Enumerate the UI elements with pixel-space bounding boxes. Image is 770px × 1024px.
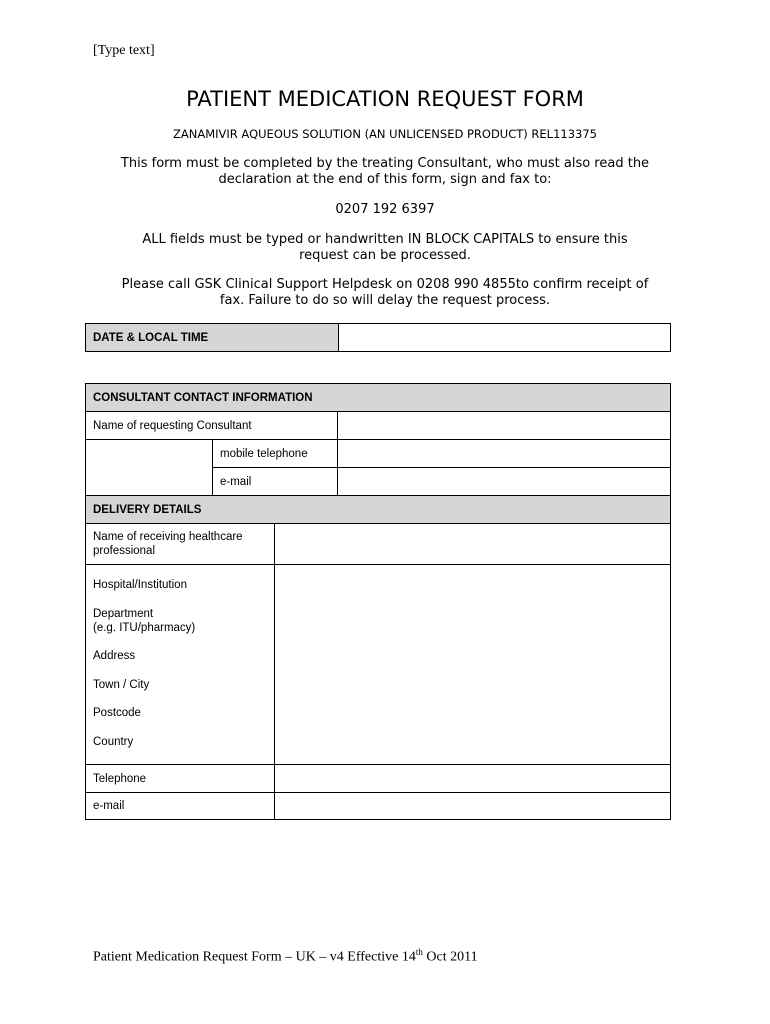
footer-text-end: Oct 2011 — [422, 949, 478, 965]
instructions-paragraph-3 — [90, 277, 680, 309]
receiving-professional-label: Name of receiving healthcare professional — [86, 524, 275, 565]
instructions-line: Please call GSK Clinical Support Helpdesk on 0208 990 4855to confirm receipt of — [121, 277, 649, 292]
fax-number: 0207 192 6397 — [335, 202, 435, 217]
postcode-label: Postcode — [93, 707, 141, 719]
town-city-label: Town / City — [93, 679, 150, 691]
consultant-email-label: e-mail — [213, 468, 338, 496]
delivery-telephone-input[interactable] — [275, 765, 671, 793]
delivery-email-label: e-mail — [86, 793, 275, 820]
consultant-blank-cell — [86, 440, 213, 496]
consultant-name-label: Name of requesting Consultant — [86, 412, 338, 440]
receiving-professional-input[interactable] — [275, 524, 671, 565]
header-placeholder: [Type text] — [93, 43, 155, 58]
page-title: PATIENT MEDICATION REQUEST FORM — [186, 87, 584, 111]
department-label: Department — [93, 608, 154, 620]
mobile-telephone-label: mobile telephone — [213, 440, 338, 468]
delivery-telephone-label: Telephone — [86, 765, 275, 793]
consultant-section-header: CONSULTANT CONTACT INFORMATION — [86, 384, 671, 412]
instructions-line: declaration at the end of this form, sign and fax to: — [218, 172, 552, 187]
consultant-name-input[interactable] — [338, 412, 671, 440]
details-table — [85, 383, 671, 820]
mobile-telephone-input[interactable] — [338, 440, 671, 468]
address-labels-cell — [86, 565, 275, 765]
page-footer — [93, 947, 478, 966]
delivery-section-header: DELIVERY DETAILS — [86, 496, 671, 524]
instructions-paragraph-2 — [90, 232, 680, 264]
address-label: Address — [93, 650, 136, 662]
date-label: DATE & LOCAL TIME — [86, 324, 339, 352]
instructions-line: request can be processed. — [299, 248, 471, 263]
page-subtitle: ZANAMIVIR AQUEOUS SOLUTION (AN UNLICENSED PRODUCT) REL113375 — [172, 127, 597, 141]
date-table — [85, 323, 671, 352]
address-input[interactable] — [275, 565, 671, 765]
instructions-paragraph-1 — [90, 156, 680, 188]
date-input-cell[interactable] — [339, 324, 671, 352]
instructions-line: This form must be completed by the treating Consultant, who must also read the — [120, 156, 650, 171]
instructions-line: ALL fields must be typed or handwritten IN BLOCK CAPITALS to ensure this — [142, 232, 628, 247]
instructions-line: fax. Failure to do so will delay the request process. — [219, 293, 551, 308]
department-hint: (e.g. ITU/pharmacy) — [93, 622, 196, 634]
delivery-email-input[interactable] — [275, 793, 671, 820]
footer-text: Patient Medication Request Form – UK – v4 Effective 14 — [93, 949, 416, 965]
country-label: Country — [93, 736, 134, 748]
footer-superscript: th — [415, 947, 423, 957]
consultant-email-input[interactable] — [338, 468, 671, 496]
hospital-label: Hospital/Institution — [93, 579, 187, 591]
